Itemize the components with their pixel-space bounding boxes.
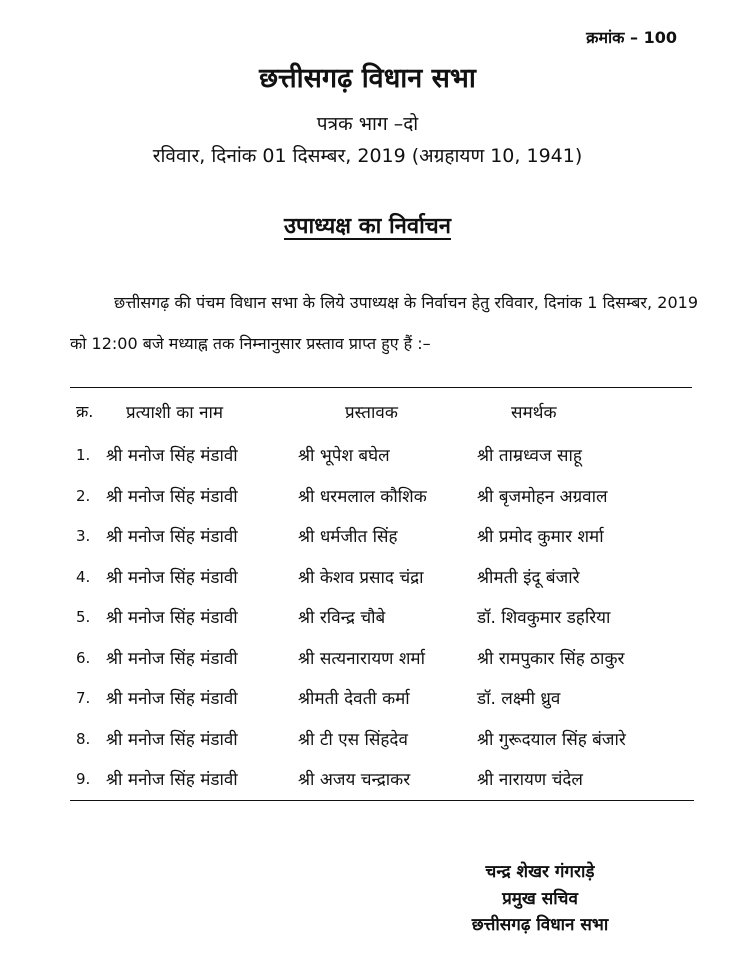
table-row <box>0 484 735 510</box>
signature-designation: प्रमुख सचिव <box>502 889 578 909</box>
cell-proposer: श्री अजय चन्द्राकर <box>298 770 411 790</box>
cell-sn: 2. <box>76 487 91 505</box>
cell-proposer: श्री सत्यनारायण शर्मा <box>298 649 426 669</box>
cell-sn: 6. <box>76 649 91 667</box>
cell-sn: 3. <box>76 527 91 545</box>
date-line: रविवार, दिनांक 01 दिसम्बर, 2019 (अग्रहायण 10, 1941) <box>152 145 583 167</box>
cell-candidate: श्री मनोज सिंह मंडावी <box>106 689 238 709</box>
document-title: छत्तीसगढ़ विधान सभा <box>259 63 476 94</box>
cell-sn: 5. <box>76 608 91 626</box>
cell-sn: 1. <box>76 446 91 464</box>
cell-supporter: श्री गुरूदयाल सिंह बंजारे <box>477 730 626 750</box>
cell-supporter: श्री रामपुकार सिंह ठाकुर <box>477 649 625 669</box>
table-row <box>0 605 735 631</box>
table-row <box>0 565 735 591</box>
table-row <box>0 686 735 712</box>
table-row <box>0 443 735 469</box>
cell-supporter: श्री ताम्रध्वज साहू <box>477 446 582 466</box>
table-row <box>0 646 735 672</box>
section-heading <box>0 210 735 240</box>
table-header-row <box>0 400 735 426</box>
section-heading-text: उपाध्यक्ष का निर्वाचन <box>284 214 451 239</box>
cell-supporter: श्री नारायण चंदेल <box>477 770 583 790</box>
cell-candidate: श्री मनोज सिंह मंडावी <box>106 730 238 750</box>
cell-sn: 9. <box>76 770 91 788</box>
cell-proposer: श्री धर्मजीत सिंह <box>298 527 398 547</box>
document-subtitle: पत्रक भाग –दो <box>316 113 419 135</box>
cell-sn: 4. <box>76 568 91 586</box>
cell-proposer: श्री भूपेश बघेल <box>298 446 390 466</box>
serial-number: क्रमांक – 100 <box>586 28 677 47</box>
cell-proposer: श्री रविन्द्र चौबे <box>298 608 386 628</box>
intro-paragraph: छत्तीसगढ़ की पंचम विधान सभा के लिये उपाध्यक्ष के निर्वाचन हेतु रविवार, दिनांक 1 दिसम्बर, 2019 को 12:00 बजे मध्याह्न तक निम्नानुसार प्रस्ताव प्राप्त हुए हैं :– <box>70 293 698 353</box>
cell-candidate: श्री मनोज सिंह मंडावी <box>106 527 238 547</box>
signature-organization: छत्तीसगढ़ विधान सभा <box>471 915 609 935</box>
cell-proposer: श्रीमती देवती कर्मा <box>298 689 410 709</box>
cell-candidate: श्री मनोज सिंह मंडावी <box>106 446 238 466</box>
table-row <box>0 727 735 753</box>
table-top-rule <box>70 387 692 388</box>
header-sn: क्र. <box>76 402 94 421</box>
signature-name: चन्द्र शेखर गंगराड़े <box>485 862 595 882</box>
header-proposer: प्रस्तावक <box>345 403 398 423</box>
table-row <box>0 524 735 550</box>
table-bottom-rule <box>70 800 694 801</box>
table-row <box>0 767 735 793</box>
header-supporter: समर्थक <box>511 403 557 423</box>
cell-candidate: श्री मनोज सिंह मंडावी <box>106 568 238 588</box>
cell-sn: 7. <box>76 689 91 707</box>
cell-supporter: डॉ. लक्ष्मी ध्रुव <box>477 689 561 709</box>
cell-candidate: श्री मनोज सिंह मंडावी <box>106 649 238 669</box>
cell-supporter: श्रीमती इंदू बंजारे <box>477 568 580 588</box>
cell-candidate: श्री मनोज सिंह मंडावी <box>106 770 238 790</box>
cell-sn: 8. <box>76 730 91 748</box>
cell-supporter: डॉ. शिवकुमार डहरिया <box>477 608 611 628</box>
cell-proposer: श्री टी एस सिंहदेव <box>298 730 408 750</box>
cell-supporter: श्री प्रमोद कुमार शर्मा <box>477 527 604 547</box>
cell-candidate: श्री मनोज सिंह मंडावी <box>106 608 238 628</box>
cell-supporter: श्री बृजमोहन अग्रवाल <box>477 487 608 507</box>
cell-candidate: श्री मनोज सिंह मंडावी <box>106 487 238 507</box>
header-candidate: प्रत्याशी का नाम <box>126 403 224 423</box>
cell-proposer: श्री केशव प्रसाद चंद्रा <box>298 568 424 588</box>
cell-proposer: श्री धरमलाल कौशिक <box>298 487 427 507</box>
